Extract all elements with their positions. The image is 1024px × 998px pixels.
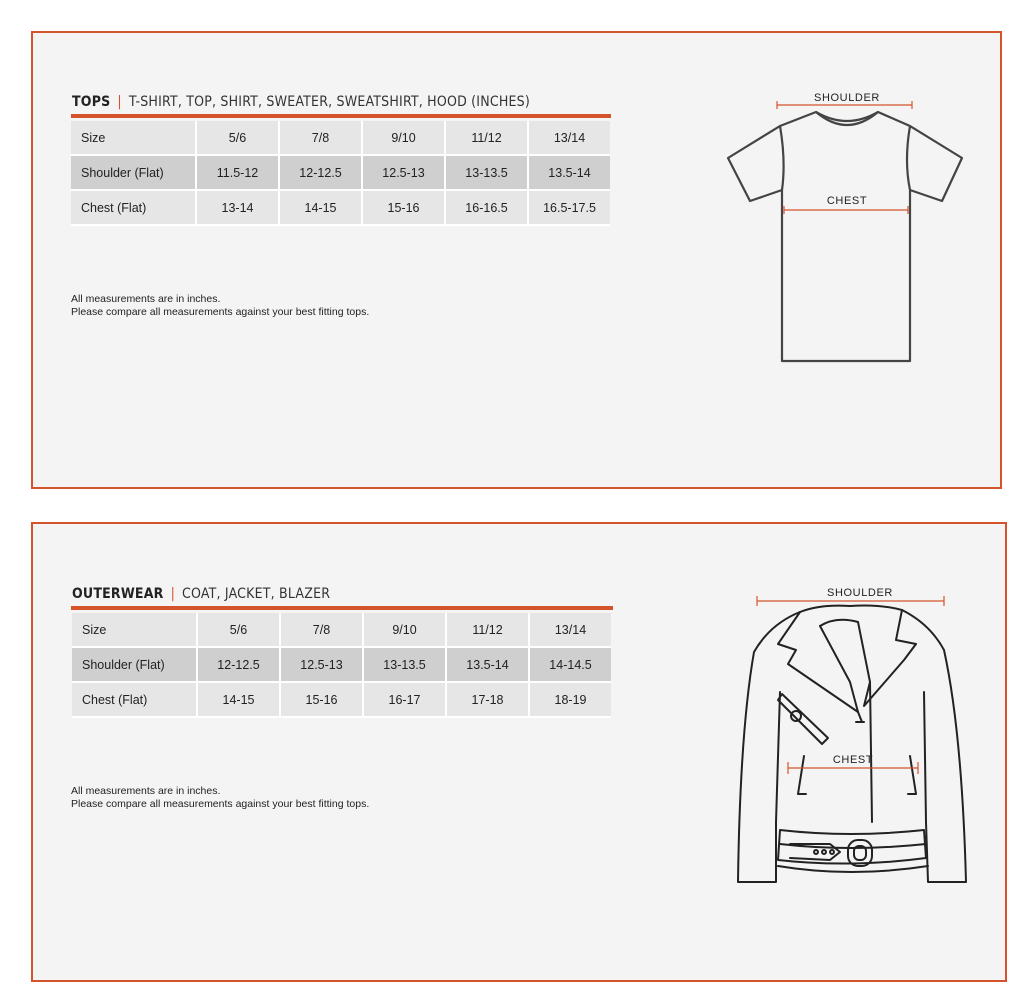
note-line: All measurements are in inches. bbox=[71, 785, 221, 797]
tops-accent-rule bbox=[71, 114, 611, 118]
table-row bbox=[71, 156, 610, 191]
table-row bbox=[71, 191, 610, 226]
table-cell: 16.5-17.5 bbox=[529, 191, 610, 226]
table-cell: 18-19 bbox=[530, 683, 611, 718]
title-separator: | bbox=[117, 94, 122, 110]
tops-measurement-note bbox=[71, 293, 369, 319]
outerwear-measurement-note bbox=[71, 785, 369, 811]
table-cell: 15-16 bbox=[281, 683, 364, 718]
table-cell: 13-13.5 bbox=[364, 648, 447, 683]
tops-subtitle: T-SHIRT, TOP, SHIRT, SWEATER, SWEATSHIRT, HOOD (INCHES) bbox=[128, 94, 530, 110]
table-cell: 11/12 bbox=[446, 121, 529, 156]
note-line: All measurements are in inches. bbox=[71, 293, 221, 305]
tops-title: TOPS bbox=[72, 94, 111, 110]
table-cell: 13/14 bbox=[529, 121, 610, 156]
table-cell: 9/10 bbox=[364, 613, 447, 648]
tshirt-icon bbox=[728, 112, 962, 361]
table-cell: 13.5-14 bbox=[447, 648, 530, 683]
jacket-diagram bbox=[730, 582, 980, 892]
table-row bbox=[72, 683, 611, 718]
note-line: Please compare all measurements against your best fitting tops. bbox=[71, 798, 370, 810]
shoulder-label: SHOULDER bbox=[814, 92, 880, 104]
row-label: Size bbox=[71, 121, 197, 156]
chest-label: CHEST bbox=[832, 754, 874, 766]
table-row bbox=[72, 648, 611, 683]
table-cell: 14-15 bbox=[198, 683, 281, 718]
table-cell: 16-17 bbox=[364, 683, 447, 718]
table-cell: 12.5-13 bbox=[281, 648, 364, 683]
table-cell: 14-14.5 bbox=[530, 648, 611, 683]
table-cell: 7/8 bbox=[281, 613, 364, 648]
table-cell: 5/6 bbox=[198, 613, 281, 648]
table-cell: 16-16.5 bbox=[446, 191, 529, 226]
jacket-icon bbox=[738, 606, 966, 883]
table-cell: 13/14 bbox=[530, 613, 611, 648]
tshirt-diagram bbox=[720, 86, 970, 366]
table-cell: 13.5-14 bbox=[529, 156, 610, 191]
shoulder-label: SHOULDER bbox=[827, 587, 893, 599]
outerwear-size-table bbox=[72, 613, 611, 718]
outerwear-accent-rule bbox=[71, 606, 613, 610]
table-cell: 11/12 bbox=[447, 613, 530, 648]
chest-measure-line bbox=[784, 206, 908, 214]
table-cell: 12-12.5 bbox=[280, 156, 363, 191]
table-cell: 7/8 bbox=[280, 121, 363, 156]
chest-label: CHEST bbox=[826, 195, 868, 207]
tops-size-table bbox=[71, 121, 610, 226]
tops-section-title bbox=[72, 94, 530, 110]
table-cell: 9/10 bbox=[363, 121, 446, 156]
title-separator: | bbox=[170, 586, 176, 602]
note-line: Please compare all measurements against your best fitting tops. bbox=[71, 306, 370, 318]
table-cell: 14-15 bbox=[280, 191, 363, 226]
row-label: Size bbox=[72, 613, 198, 648]
table-cell: 17-18 bbox=[447, 683, 530, 718]
table-cell: 13-14 bbox=[197, 191, 280, 226]
table-cell: 12.5-13 bbox=[363, 156, 446, 191]
table-cell: 11.5-12 bbox=[197, 156, 280, 191]
outerwear-section-title bbox=[72, 586, 330, 602]
table-cell: 5/6 bbox=[197, 121, 280, 156]
table-cell: 15-16 bbox=[363, 191, 446, 226]
table-row bbox=[71, 121, 610, 156]
row-label: Shoulder (Flat) bbox=[72, 648, 198, 683]
table-cell: 12-12.5 bbox=[198, 648, 281, 683]
table-row bbox=[72, 613, 611, 648]
row-label: Chest (Flat) bbox=[71, 191, 197, 226]
outerwear-subtitle: COAT, JACKET, BLAZER bbox=[182, 586, 331, 602]
row-label: Shoulder (Flat) bbox=[71, 156, 197, 191]
outerwear-title: OUTERWEAR bbox=[72, 586, 164, 602]
table-cell: 13-13.5 bbox=[446, 156, 529, 191]
row-label: Chest (Flat) bbox=[72, 683, 198, 718]
